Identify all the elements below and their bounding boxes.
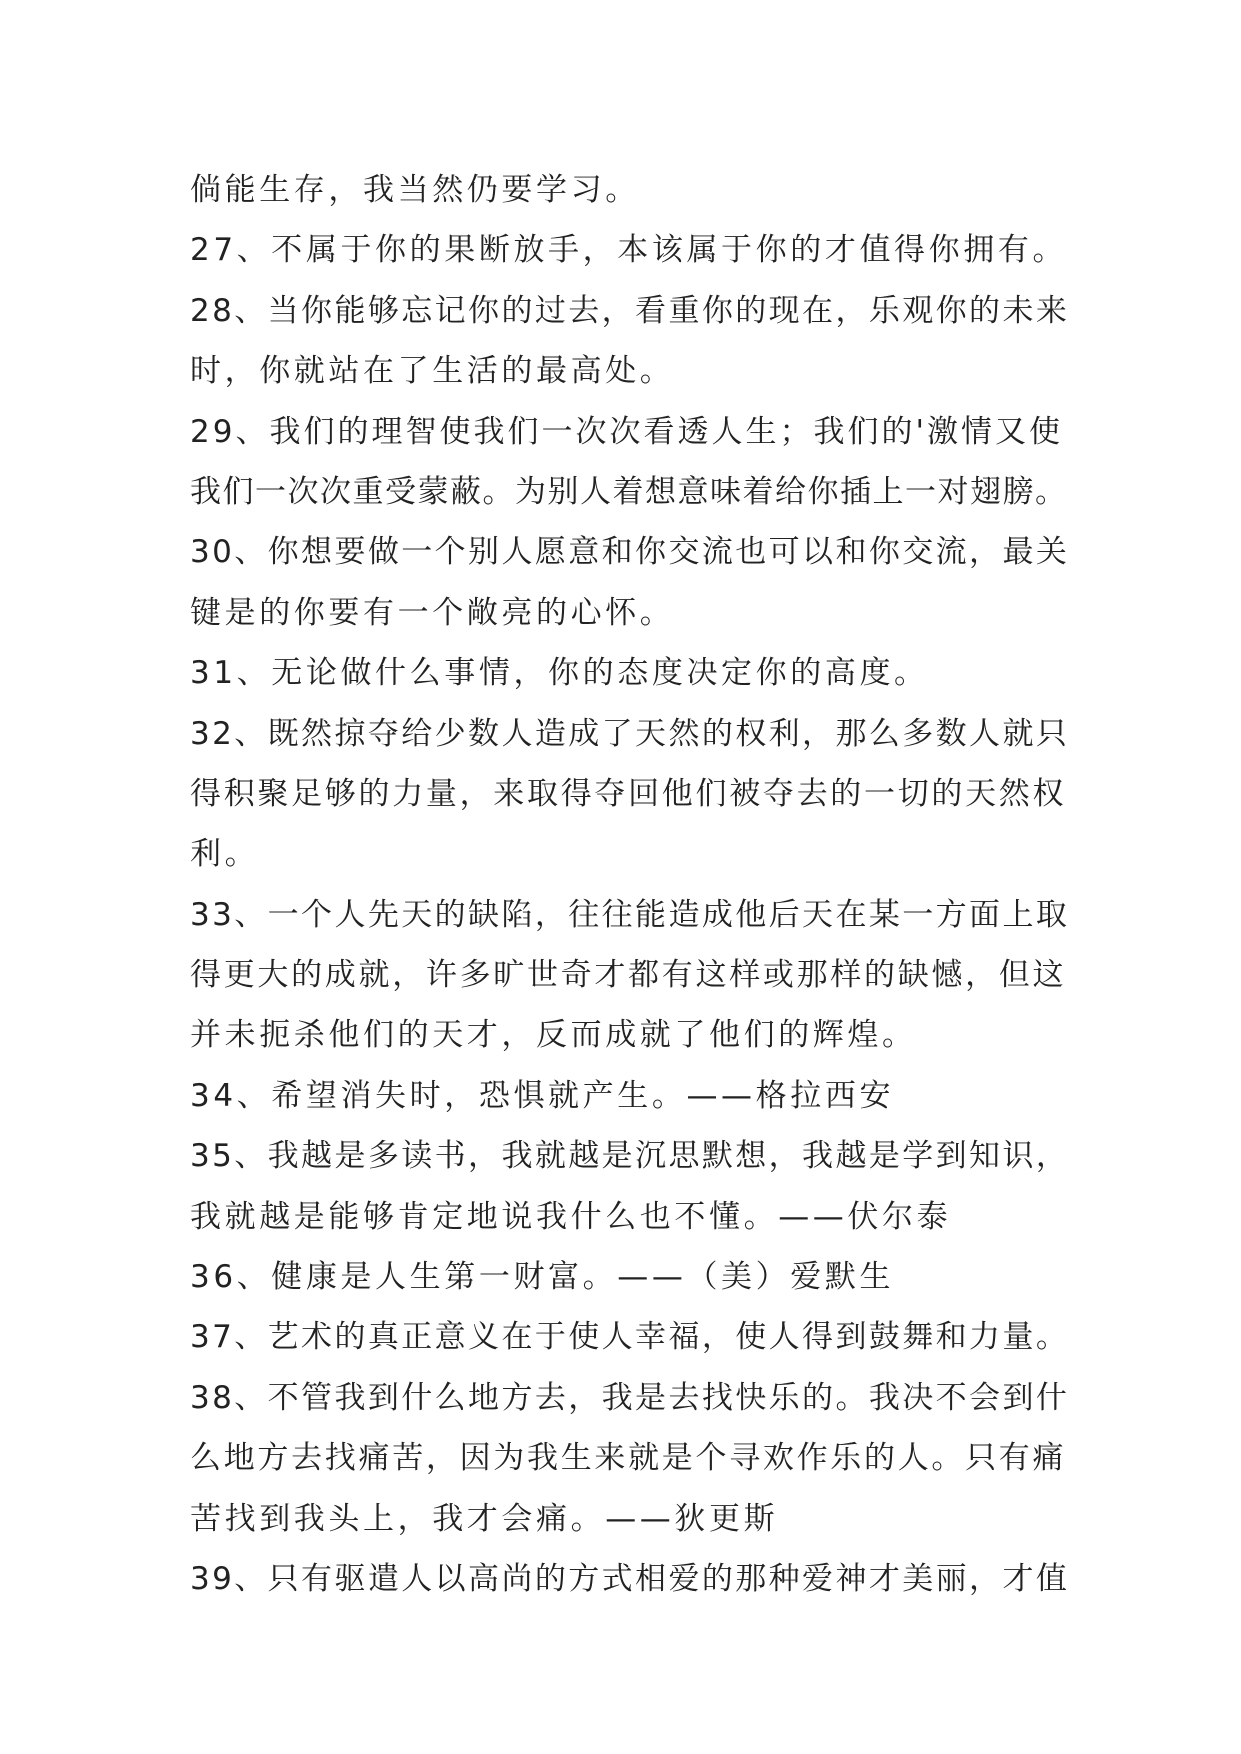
text-line: 么地方去找痛苦，因为我生来就是个寻欢作乐的人。只有痛: [190, 1440, 1067, 1477]
text-line: 37、艺术的真正意义在于使人幸福，使人得到鼓舞和力量。: [190, 1319, 1070, 1356]
text-line: 29、我们的理智使我们一次次看透人生；我们的'激情又使: [190, 413, 1063, 450]
text-line: 27、不属于你的果断放手，本该属于你的才值得你拥有。: [190, 232, 1068, 269]
text-line: 时，你就站在了生活的最高处。: [190, 353, 675, 390]
text-line: 36、健康是人生第一财富。——（美）爱默生: [190, 1259, 895, 1296]
text-line: 34、希望消失时，恐惧就产生。——格拉西安: [190, 1077, 895, 1114]
text-line: 31、无论做什么事情，你的态度决定你的高度。: [190, 655, 929, 692]
text-line: 28、当你能够忘记你的过去，看重你的现在，乐观你的未来: [190, 292, 1070, 329]
text-line: 32、既然掠夺给少数人造成了天然的权利，那么多数人就只: [190, 715, 1070, 752]
text-line: 并未扼杀他们的天才，反而成就了他们的辉煌。: [190, 1017, 917, 1054]
text-line: 35、我越是多读书，我就越是沉思默想，我越是学到知识，: [190, 1138, 1070, 1175]
text-line: 30、你想要做一个别人愿意和你交流也可以和你交流，最关: [190, 534, 1070, 571]
text-line: 33、一个人先天的缺陷，往往能造成他后天在某一方面上取: [190, 896, 1070, 933]
text-line: 利。: [190, 836, 260, 873]
text-line: 我就越是能够肯定地说我什么也不懂。——伏尔泰: [190, 1198, 952, 1235]
text-line: 键是的你要有一个敞亮的心怀。: [190, 594, 675, 631]
text-line: 得更大的成就，许多旷世奇才都有这样或那样的缺憾，但这: [190, 957, 1067, 994]
text-line: 39、只有驱遣人以高尚的方式相爱的那种爱神才美丽，才值: [190, 1560, 1070, 1597]
text-line: 倘能生存，我当然仍要学习。: [190, 172, 640, 208]
text-line: 我们一次次重受蒙蔽。为别人着想意味着给你插上一对翅膀。: [190, 473, 1068, 510]
text-line: 38、不管我到什么地方去，我是去找快乐的。我决不会到什: [190, 1379, 1070, 1416]
text-line: 得积聚足够的力量，来取得夺回他们被夺去的一切的天然权: [190, 775, 1067, 812]
quote-list: [190, 160, 1070, 1609]
text-line: 苦找到我头上，我才会痛。——狄更斯: [190, 1500, 779, 1537]
